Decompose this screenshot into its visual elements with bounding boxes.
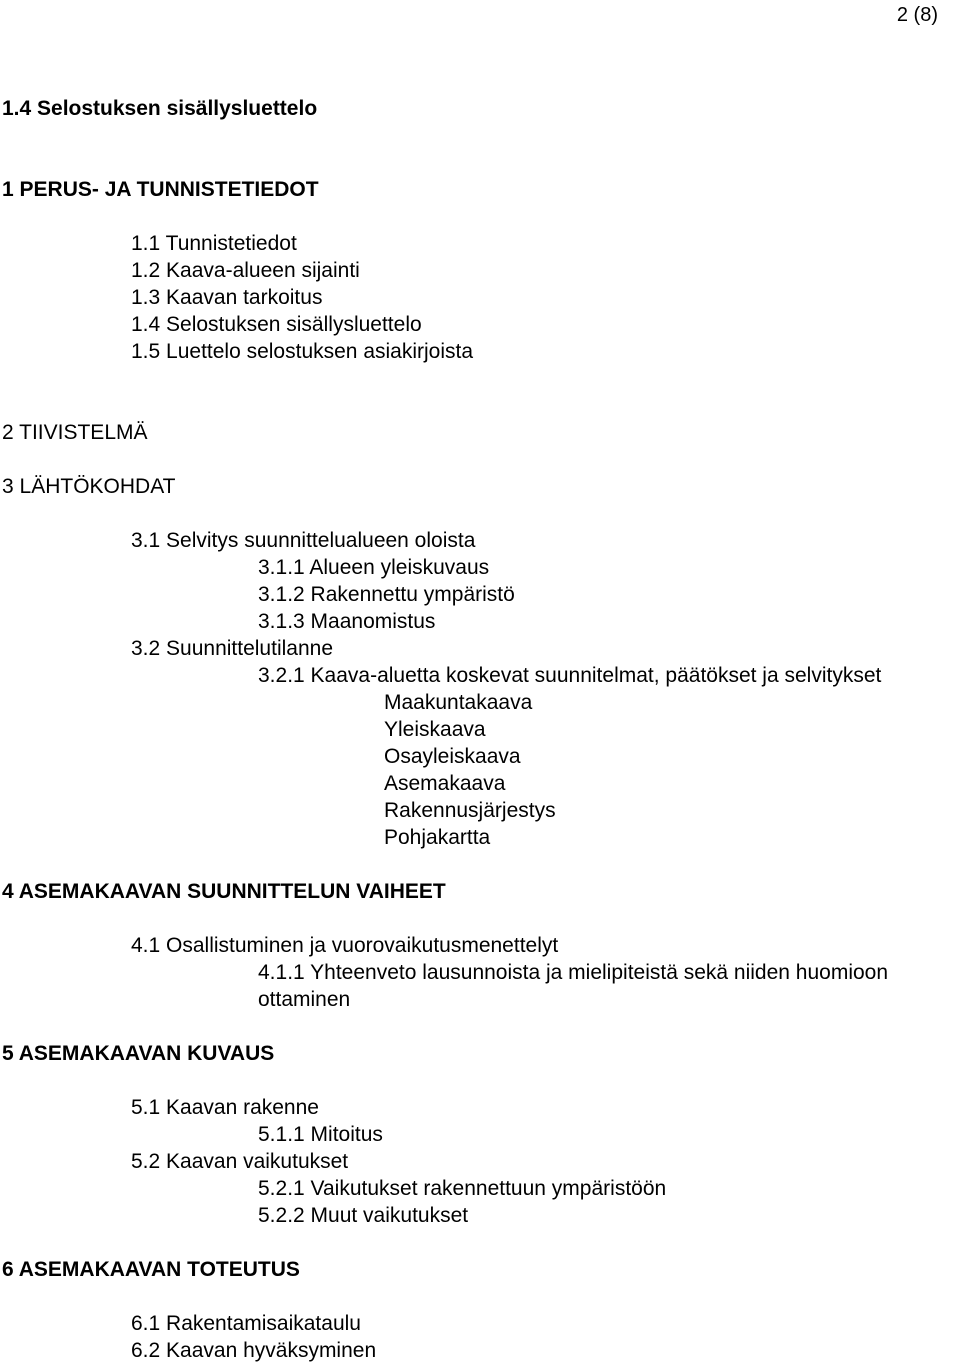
toc-item: 4.1 Osallistuminen ja vuorovaikutusmenettelyt: [131, 934, 559, 957]
toc-item: 1.4 Selostuksen sisällysluettelo: [131, 313, 422, 336]
toc-subsubitem: Osayleiskaava: [384, 745, 521, 768]
toc-heading-2: 2 TIIVISTELMÄ: [2, 421, 148, 444]
toc-item: 3.1 Selvitys suunnittelualueen oloista: [131, 529, 476, 552]
toc-subitem: 5.2.2 Muut vaikutukset: [258, 1204, 469, 1227]
toc-item: 1.2 Kaava-alueen sijainti: [131, 259, 360, 282]
toc-heading-4: 4 ASEMAKAAVAN SUUNNITTELUN VAIHEET: [2, 880, 446, 903]
toc-subitem: 3.2.1 Kaava-aluetta koskevat suunnitelmat, päätökset ja selvitykset: [258, 664, 882, 687]
toc-subitem: 5.1.1 Mitoitus: [258, 1123, 383, 1146]
toc-item: 5.1 Kaavan rakenne: [131, 1096, 319, 1119]
toc-item: 6.2 Kaavan hyväksyminen: [131, 1339, 377, 1362]
toc-item: 1.5 Luettelo selostuksen asiakirjoista: [131, 340, 474, 363]
toc-heading-3: 3 LÄHTÖKOHDAT: [2, 475, 176, 498]
toc-item: 1.1 Tunnistetiedot: [131, 232, 297, 255]
toc-item: 5.2 Kaavan vaikutukset: [131, 1150, 349, 1173]
toc-subsubitem: Maakuntakaava: [384, 691, 533, 714]
toc-item: 6.1 Rakentamisaikataulu: [131, 1312, 361, 1335]
toc-heading-1: 1 PERUS- JA TUNNISTETIEDOT: [2, 178, 319, 201]
toc-subitem: 3.1.1 Alueen yleiskuvaus: [258, 556, 490, 579]
toc-heading-6: 6 ASEMAKAAVAN TOTEUTUS: [2, 1258, 300, 1281]
page-number: 2 (8): [896, 4, 938, 26]
toc-subsubitem: Yleiskaava: [384, 718, 486, 741]
toc-subitem: 5.2.1 Vaikutukset rakennettuun ympäristöön: [258, 1177, 667, 1200]
toc-subsubitem: Asemakaava: [384, 772, 506, 795]
toc-item: 1.3 Kaavan tarkoitus: [131, 286, 323, 309]
toc-subitem: 3.1.2 Rakennettu ympäristö: [258, 583, 515, 606]
toc-subitem-continued: ottaminen: [258, 988, 351, 1011]
toc-subitem: 4.1.1 Yhteenveto lausunnoista ja mielipiteistä sekä niiden huomioon: [258, 961, 889, 984]
toc-subsubitem: Rakennusjärjestys: [384, 799, 556, 822]
toc-item: 3.2 Suunnittelutilanne: [131, 637, 333, 660]
toc-heading-5: 5 ASEMAKAAVAN KUVAUS: [2, 1042, 275, 1065]
toc-subsubitem: Pohjakartta: [384, 826, 491, 849]
section-title: 1.4 Selostuksen sisällysluettelo: [2, 97, 318, 120]
toc-subitem: 3.1.3 Maanomistus: [258, 610, 436, 633]
